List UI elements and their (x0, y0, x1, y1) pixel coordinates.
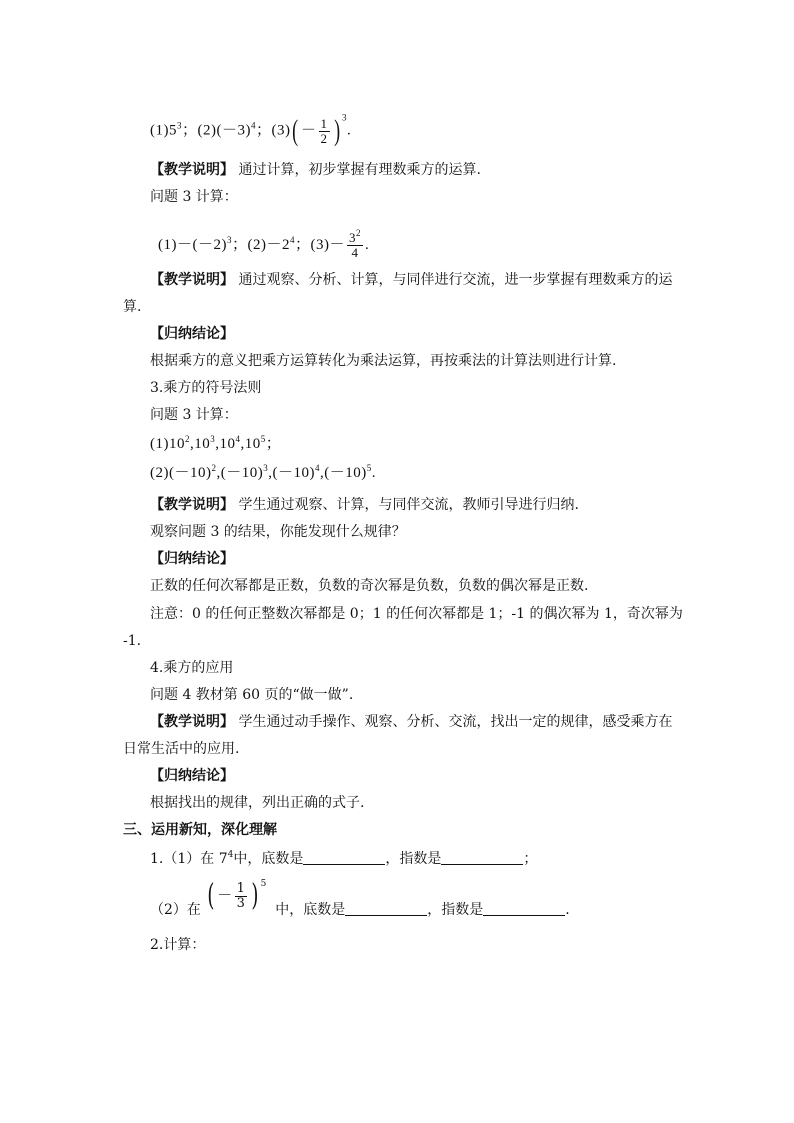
answer-blank[interactable] (441, 850, 523, 865)
answer-blank[interactable] (483, 901, 565, 916)
exponent: 4 (314, 463, 320, 473)
exponent: 2 (185, 434, 190, 444)
expr-part: ；(3) (255, 122, 291, 139)
exercise-line-4 (150, 464, 376, 482)
conclusion-text: 正数的任何次幂都是正数，负数的奇次幂是负数，负数的偶次幂是正数. (150, 578, 589, 594)
expr-part: . (565, 902, 570, 918)
exercise-2-heading: 2.计算： (150, 937, 206, 953)
expr-part: ；(2)(－3) (182, 122, 251, 139)
expr-part: ； (523, 851, 538, 867)
teaching-note-4 (150, 713, 672, 731)
right-paren: ) (251, 878, 259, 913)
conclusion-text: 根据找出的规律，列出正确的式子. (150, 795, 365, 811)
conclusion-text: 根据乘方的意义把乘方运算转化为乘法运算，再按乘法的计算法则进行计算. (150, 353, 617, 369)
note-continuation: 日常生活中的应用. (123, 741, 240, 757)
expr-part: ,10 (240, 436, 261, 452)
note-text: 通过计算，初步掌握有理数乘方的运算. (238, 162, 481, 178)
left-paren: ( (207, 878, 215, 913)
teaching-note-2 (150, 271, 672, 289)
minus-sign: － (300, 122, 317, 139)
expr-part: ,(－10) (216, 465, 264, 481)
exponent: 2 (355, 228, 361, 238)
left-paren: ( (292, 114, 299, 147)
expr-part: (1)5 (150, 122, 177, 139)
denominator: 4 (351, 245, 359, 260)
exercise-line-2 (158, 228, 370, 260)
teaching-note-1 (150, 161, 481, 179)
fraction-expression (205, 878, 267, 913)
conclusion-heading: 【归纳结论】 (150, 768, 234, 784)
note-text: 学生通过动手操作、观察、分析、交流，找出一定的规律，感受乘方在 (238, 714, 673, 730)
section-heading: 4.乘方的应用 (150, 660, 234, 676)
expr-part: ； (265, 436, 282, 452)
answer-blank[interactable] (345, 901, 427, 916)
exponent: 4 (289, 234, 295, 245)
note-label: 【教学说明】 (150, 497, 234, 513)
exponent: 3 (226, 234, 232, 245)
expr-part: （2）在 (150, 902, 201, 918)
expr-part: . (371, 465, 376, 481)
expr-part: ；(3)－ (294, 236, 345, 253)
teaching-note-3 (150, 496, 579, 514)
question-3-heading: 问题 3 计算： (150, 407, 238, 423)
expr-part: ,10 (215, 436, 236, 452)
note-label: 【教学说明】 (150, 714, 234, 730)
note-text: 学生通过观察、计算，与同伴交流，教师引导进行归纳. (238, 497, 579, 513)
numerator (347, 228, 363, 246)
note-text: 通过观察、分析、计算，与同伴进行交流，进一步掌握有理数乘方的运 (238, 272, 673, 288)
minus-sign: － (217, 888, 233, 904)
denominator: 3 (236, 895, 245, 911)
exponent: 3 (177, 120, 182, 131)
note-continuation: -1. (123, 633, 142, 649)
exponent: 4 (227, 850, 234, 860)
exponent: 4 (235, 434, 241, 444)
expr-part: (1)－(－2) (158, 236, 227, 253)
fraction (319, 117, 330, 146)
exercise-1-part-1 (150, 850, 537, 868)
expr-part: 1.（1）在 7 (150, 851, 228, 867)
exponent: 5 (260, 434, 266, 444)
expr-part: ，指数是 (385, 851, 442, 867)
question-4-heading: 问题 4 教材第 60 页的“做一做”. (150, 687, 354, 703)
expr-part: . (364, 236, 370, 253)
right-paren: ) (333, 114, 340, 147)
answer-blank[interactable] (303, 850, 385, 865)
numerator: 1 (236, 880, 245, 896)
exponent: 2 (211, 463, 217, 473)
section-heading: 3.乘方的符号法则 (150, 380, 262, 396)
expr-part: (1)10 (150, 436, 185, 452)
numerator-base: 3 (348, 230, 356, 245)
section-heading: 三、运用新知，深化理解 (123, 822, 277, 838)
exponent: 3 (342, 112, 347, 123)
fraction (235, 882, 247, 911)
fraction (347, 228, 363, 260)
note-label: 【教学说明】 (150, 272, 234, 288)
expr-part: 中，底数是 (233, 851, 304, 867)
expr-part: ,10 (190, 436, 211, 452)
note-label: 【教学说明】 (150, 162, 234, 178)
exercise-1-part-2 (150, 878, 570, 925)
expr-part: ；(2)－2 (231, 236, 290, 253)
observation-question: 观察问题 3 的结果，你能发现什么规律？ (150, 524, 406, 540)
exponent: 4 (250, 120, 256, 131)
expr-part: . (347, 122, 352, 139)
exponent: 5 (366, 463, 372, 473)
expr-part: 中，底数是 (275, 902, 346, 918)
expr-part: ，指数是 (427, 902, 484, 918)
conclusion-heading: 【归纳结论】 (150, 326, 234, 342)
note-text: 注意：0 的任何正整数次幂都是 0；1 的任何次幂都是 1；-1 的偶次幂为 1，奇次幂为 (150, 606, 683, 622)
expr-part: ,(－10) (268, 465, 315, 481)
exponent: 5 (260, 879, 267, 889)
exercise-line-3 (150, 435, 281, 453)
exponent: 3 (263, 463, 269, 473)
question-3-heading: 问题 3 计算： (150, 189, 238, 205)
note-continuation: 算. (123, 299, 142, 315)
exponent: 3 (210, 434, 216, 444)
exercise-line-1 (150, 112, 352, 147)
numerator: 1 (320, 115, 328, 131)
conclusion-heading: 【归纳结论】 (150, 551, 234, 567)
expr-part: ,(－10) (319, 465, 367, 481)
denominator: 2 (320, 130, 328, 146)
expr-part: (2)(－10) (150, 465, 212, 481)
